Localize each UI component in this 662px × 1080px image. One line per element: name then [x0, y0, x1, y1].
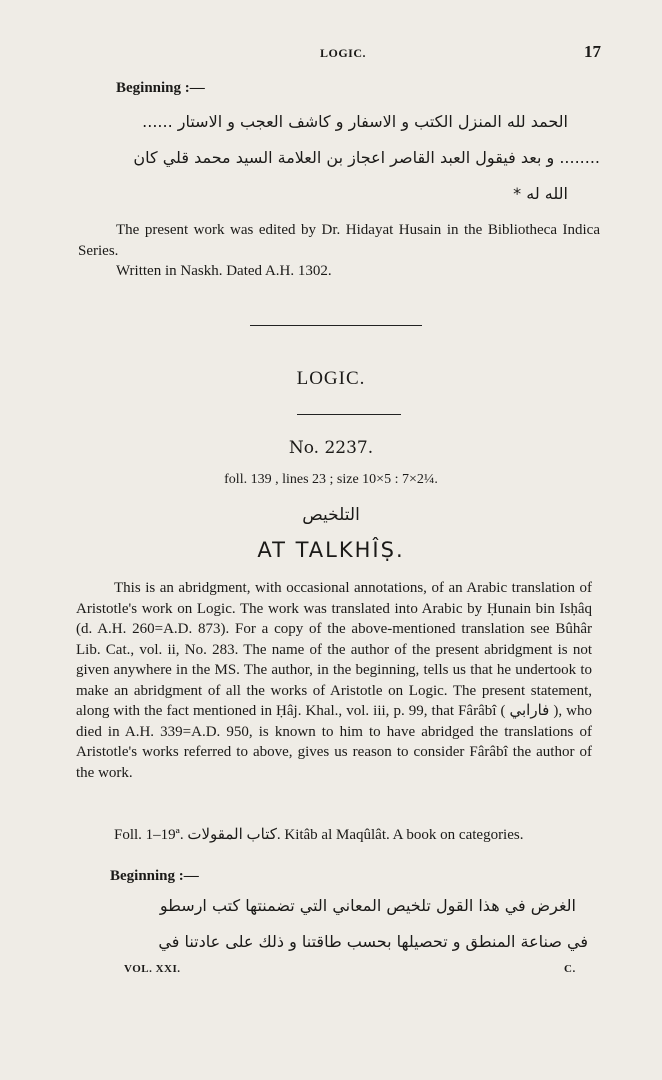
edited-note: The present work was edited by Dr. Hidayat Husain in the Bibliotheca Indica Series. — [78, 222, 600, 259]
foll-note: Foll. 1–19ª. كتاب المقولات. Kitâb al Maqûlât. A book on categories. — [114, 827, 524, 843]
work-title: AT TALKHÎṢ. — [257, 538, 405, 562]
entry-number: No. 2237. — [288, 438, 374, 458]
page-number: 17 — [584, 42, 601, 61]
entry-arabic-line-1: الغرض في هذا القول تلخيص المعاني التي تضمنتها كتب ارسطو — [159, 896, 576, 915]
entry-dimensions: foll. 139 , lines 23 ; size 10×5 : 7×2¼. — [224, 472, 438, 487]
entry-arabic-line-2: في صناعة المنطق و تحصيلها بحسب طاقتنا و ذلك على عادتنا في — [158, 932, 588, 951]
beginning-label-previous: Beginning :— — [116, 80, 205, 96]
entry-description: This is an abridgment, with occasional annotations, of an Arabic translation of Aristotle's work on Logic. The work was translated into Arabic by Ḥunain bin Isḥâq (d. A.H. 260=A.D. 873). For a copy of the above-mentioned translation see Bûhâr Lib. Cat., vol. ii, No. 283. The name of the author of the present abridgment is not given anywhere in the MS. The author, in the beginning, tells us that he undertook to make an abridgment of all the works of Aristotle on Logic. The present statement, along with the fact mentioned in Ḥâj. Khal., vol. iii, p. 99, that Fârâbî ( فارابي ), who died in A.H. 339=A.D. 950, is known to him to have abridged the translations of Aristotle's works referred to above, gives us reason to consider Fârâbî the author of the work. — [76, 580, 593, 781]
arabic-title: التلخيص — [302, 505, 360, 525]
signature-mark: C. — [564, 963, 576, 975]
running-head-title: LOGIC. — [320, 46, 367, 60]
section-underline — [297, 414, 401, 415]
volume-mark: VOL. XXI. — [124, 963, 181, 975]
written-note: Written in Naskh. Dated A.H. 1302. — [116, 263, 332, 279]
beginning-label: Beginning :— — [110, 868, 199, 884]
divider-rule — [250, 325, 422, 326]
arabic-line-3: الله له * — [513, 184, 568, 203]
arabic-line-1: الحمد لله المنزل الكتب و الاسفار و كاشف العجب و الاستار ...... — [142, 112, 568, 131]
arabic-line-2: ........ و بعد فيقول العبد القاصر اعجاز بن العلامة السيد محمد قلي كان — [133, 148, 600, 167]
section-title: LOGIC. — [296, 368, 366, 389]
